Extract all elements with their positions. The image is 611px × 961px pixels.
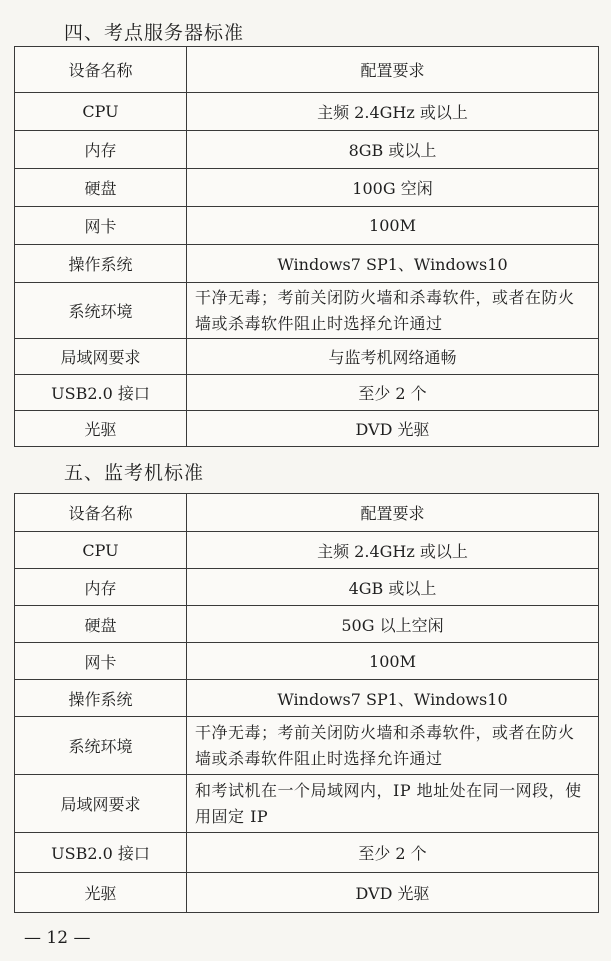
row-label: 局域网要求	[15, 775, 187, 833]
row-label: CPU	[15, 93, 187, 131]
row-label: 内存	[15, 569, 187, 606]
row-value: 100M	[187, 207, 599, 245]
table-row	[15, 532, 599, 569]
row-label: 系统环境	[15, 283, 187, 339]
row-label: USB2.0 接口	[15, 833, 187, 873]
row-value: 4GB 或以上	[187, 569, 599, 606]
row-value: 100M	[187, 643, 599, 680]
table-row	[15, 643, 599, 680]
table-row	[15, 283, 599, 339]
row-value: DVD 光驱	[187, 411, 599, 447]
table-row	[15, 169, 599, 207]
table-row	[15, 339, 599, 375]
section-title-server: 四、考点服务器标准	[64, 22, 245, 44]
row-label: 硬盘	[15, 606, 187, 643]
row-value: 和考试机在一个局域网内，IP 地址处在同一网段，使用固定 IP	[187, 775, 599, 833]
page-number: — 12 —	[24, 928, 91, 948]
section-title-proctor: 五、监考机标准	[64, 462, 205, 484]
row-label: USB2.0 接口	[15, 375, 187, 411]
row-label: CPU	[15, 532, 187, 569]
row-label: 光驱	[15, 411, 187, 447]
table-row	[15, 606, 599, 643]
table-row	[15, 411, 599, 447]
row-value: 至少 2 个	[187, 375, 599, 411]
proctor-spec-table	[14, 493, 599, 913]
table-row	[15, 717, 599, 775]
table-row	[15, 375, 599, 411]
row-value: 50G 以上空闲	[187, 606, 599, 643]
table-row	[15, 207, 599, 245]
table-header-row	[15, 494, 599, 532]
row-label: 局域网要求	[15, 339, 187, 375]
table-row	[15, 775, 599, 833]
table-row	[15, 833, 599, 873]
row-value: DVD 光驱	[187, 873, 599, 913]
server-spec-table	[14, 46, 599, 447]
row-value: 8GB 或以上	[187, 131, 599, 169]
row-label: 操作系统	[15, 680, 187, 717]
row-label: 系统环境	[15, 717, 187, 775]
row-value: Windows7 SP1、Windows10	[187, 245, 599, 283]
table-row	[15, 131, 599, 169]
header-device-name: 设备名称	[15, 494, 187, 532]
row-label: 网卡	[15, 643, 187, 680]
row-value: 干净无毒；考前关闭防火墙和杀毒软件，或者在防火墙或杀毒软件阻止时选择允许通过	[187, 283, 599, 339]
row-label: 光驱	[15, 873, 187, 913]
row-value: 100G 空闲	[187, 169, 599, 207]
row-value: Windows7 SP1、Windows10	[187, 680, 599, 717]
header-device-name: 设备名称	[15, 47, 187, 93]
row-label: 操作系统	[15, 245, 187, 283]
table-row	[15, 680, 599, 717]
table-row	[15, 873, 599, 913]
row-label: 内存	[15, 131, 187, 169]
row-value: 主频 2.4GHz 或以上	[187, 532, 599, 569]
table-row	[15, 245, 599, 283]
row-value: 干净无毒；考前关闭防火墙和杀毒软件，或者在防火墙或杀毒软件阻止时选择允许通过	[187, 717, 599, 775]
table-header-row	[15, 47, 599, 93]
row-value: 主频 2.4GHz 或以上	[187, 93, 599, 131]
row-label: 硬盘	[15, 169, 187, 207]
table-row	[15, 93, 599, 131]
header-config-req: 配置要求	[187, 494, 599, 532]
row-label: 网卡	[15, 207, 187, 245]
row-value: 与监考机网络通畅	[187, 339, 599, 375]
header-config-req: 配置要求	[187, 47, 599, 93]
row-value: 至少 2 个	[187, 833, 599, 873]
table-row	[15, 569, 599, 606]
